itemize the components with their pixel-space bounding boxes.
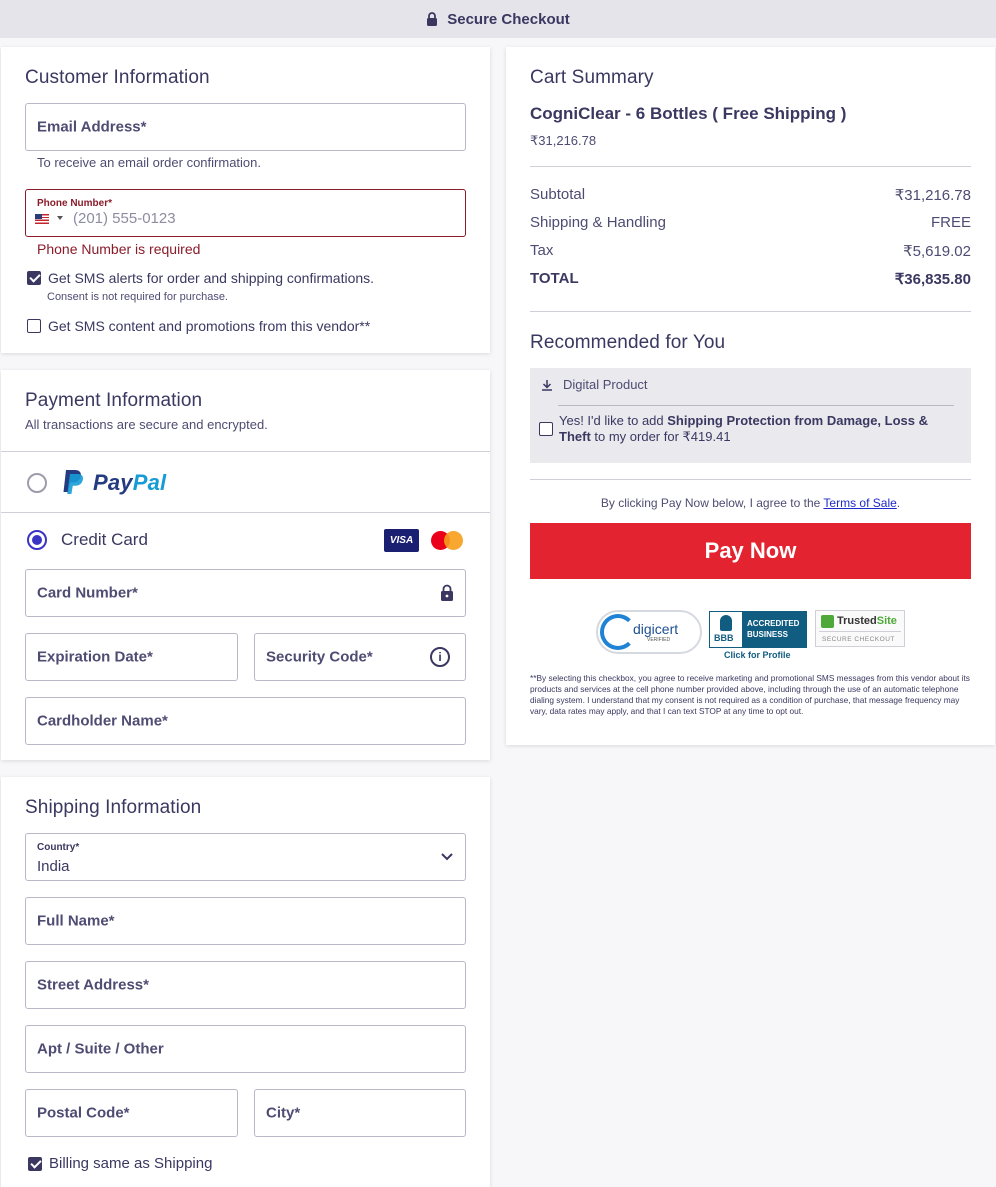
sms-alerts-label: Get SMS alerts for order and shipping confirmations. [48, 270, 375, 286]
recommended-heading: Recommended for You [530, 332, 726, 353]
cardholder-name-field[interactable] [25, 697, 466, 745]
bbb-badge[interactable] [709, 611, 807, 660]
bbb-logo [710, 612, 742, 647]
shipping-info-heading: Shipping Information [25, 797, 202, 818]
expiration-placeholder: Expiration Date* [37, 648, 153, 666]
payment-info-heading: Payment Information [25, 390, 203, 411]
tax-label: Tax [530, 242, 554, 259]
security-code-placeholder: Security Code* [266, 648, 373, 666]
header-title: Secure Checkout [447, 10, 570, 28]
subtotal-label: Subtotal [530, 186, 586, 203]
paypal-option[interactable] [1, 452, 490, 512]
credit-card-radio[interactable] [27, 530, 47, 550]
country-label: Country* [37, 842, 80, 853]
country-value: India [37, 858, 70, 875]
phone-placeholder: (201) 555-0123 [73, 210, 176, 227]
city-field[interactable] [254, 1089, 466, 1137]
us-flag-icon[interactable] [35, 214, 49, 224]
paypal-wordmark: PayPal [93, 470, 167, 495]
digital-product-label: Digital Product [563, 377, 648, 392]
product-price: ₹31,216.78 [530, 133, 597, 148]
country-select[interactable] [25, 833, 466, 881]
credit-card-label: Credit Card [61, 530, 148, 549]
terms-of-sale-link[interactable]: Terms of Sale [823, 496, 897, 510]
pay-now-button[interactable]: Pay Now [530, 523, 971, 579]
shipping-label: Shipping & Handling [530, 214, 666, 231]
bbb-line1: ACCREDITED [747, 619, 800, 628]
street-placeholder: Street Address* [37, 976, 149, 994]
security-code-field[interactable] [254, 633, 466, 681]
expiration-date-field[interactable] [25, 633, 238, 681]
phone-field[interactable] [25, 189, 466, 237]
consent-note: Consent is not required for purchase. [47, 291, 228, 303]
trustedsite-badge[interactable] [815, 610, 905, 647]
recommended-inner-divider [558, 405, 954, 406]
postal-code-field[interactable] [25, 1089, 238, 1137]
subtotal-row [530, 186, 971, 204]
paypal-logo-icon [61, 468, 85, 496]
card-number-placeholder: Card Number* [37, 584, 138, 602]
billing-same-checkbox[interactable] [28, 1157, 42, 1171]
bbb-torch-icon [720, 615, 732, 631]
download-icon [541, 379, 553, 391]
shipping-protection-text: Yes! I'd like to add Shipping Protection from Damage, Loss & Theft to my order for ₹419.41 [559, 413, 928, 444]
chevron-down-icon [441, 853, 453, 861]
city-placeholder: City* [266, 1104, 301, 1122]
payment-subheading: All transactions are secure and encrypted. [25, 417, 268, 432]
card-number-field[interactable] [25, 569, 466, 617]
cardholder-placeholder: Cardholder Name* [37, 712, 168, 730]
total-value: ₹36,835.80 [894, 271, 971, 288]
cart-divider-2 [530, 311, 971, 312]
secure-checkout-bar [0, 0, 996, 38]
lock-icon [440, 584, 454, 602]
digicert-seal-icon [600, 614, 636, 650]
customer-info-heading: Customer Information [25, 67, 210, 88]
cart-divider-1 [530, 166, 971, 167]
email-help-text: To receive an email order confirmation. [37, 155, 261, 170]
tax-row [530, 242, 971, 260]
paypal-radio[interactable] [27, 473, 47, 493]
sms-promo-checkbox[interactable] [27, 319, 41, 333]
shipping-protection-checkbox[interactable] [539, 422, 553, 436]
digicert-badge[interactable] [596, 610, 702, 654]
cart-summary-heading: Cart Summary [530, 67, 654, 88]
bbb-logo-text: BBB [714, 633, 734, 643]
billing-same-label: Billing same as Shipping [49, 1155, 213, 1172]
trustedsite-divider [819, 631, 901, 632]
shipping-value: FREE [930, 214, 971, 231]
total-row [530, 270, 971, 288]
digicert-sub-label: VERIFIED [647, 637, 671, 643]
postal-placeholder: Postal Code* [37, 1104, 130, 1122]
trustedsite-label: TrustedSite [837, 615, 897, 627]
info-icon[interactable]: i [430, 647, 450, 667]
sms-disclaimer: **By selecting this checkbox, you agree to receive marketing and promotional SMS messages from this vendor about its products and services at the cell phone number provided above, including through the use of an automatic telephone dialing system. I understand that my consent is not required as a condition of purchase, that message frequency may vary, data rates may apply, and that I can text STOP at any time to opt out. [530, 673, 970, 716]
phone-error: Phone Number is required [37, 241, 201, 257]
full-name-field[interactable] [25, 897, 466, 945]
tax-value: ₹5,619.02 [903, 243, 971, 260]
sms-alerts-checkbox[interactable] [27, 271, 41, 285]
total-label: TOTAL [530, 270, 579, 287]
terms-text: By clicking Pay Now below, I agree to the Terms of Sale. [600, 496, 901, 510]
credit-card-option[interactable] [1, 513, 490, 567]
chevron-down-icon[interactable] [57, 216, 63, 220]
subtotal-value: ₹31,216.78 [894, 187, 971, 204]
sms-promo-label: Get SMS content and promotions from this vendor** [48, 318, 371, 334]
visa-icon: VISA [384, 529, 419, 552]
cart-divider-3 [530, 479, 971, 480]
trustedsite-check-icon [821, 615, 834, 628]
street-address-field[interactable] [25, 961, 466, 1009]
bbb-line2: BUSINESS [747, 630, 788, 639]
shipping-row [530, 214, 971, 231]
mastercard-icon [429, 529, 467, 552]
bbb-click-label: Click for Profile [724, 650, 791, 660]
apt-placeholder: Apt / Suite / Other [37, 1040, 164, 1058]
full-name-placeholder: Full Name* [37, 912, 115, 930]
phone-label: Phone Number* [37, 198, 113, 209]
apt-suite-field[interactable] [25, 1025, 466, 1073]
email-placeholder: Email Address* [37, 118, 147, 136]
email-field[interactable] [25, 103, 466, 151]
lock-icon [426, 12, 438, 26]
product-name: CogniClear - 6 Bottles ( Free Shipping ) [530, 104, 847, 123]
trustedsite-sub-label: SECURE CHECKOUT [822, 636, 895, 643]
recommended-box [530, 368, 971, 463]
digicert-label: digicert [633, 621, 679, 637]
